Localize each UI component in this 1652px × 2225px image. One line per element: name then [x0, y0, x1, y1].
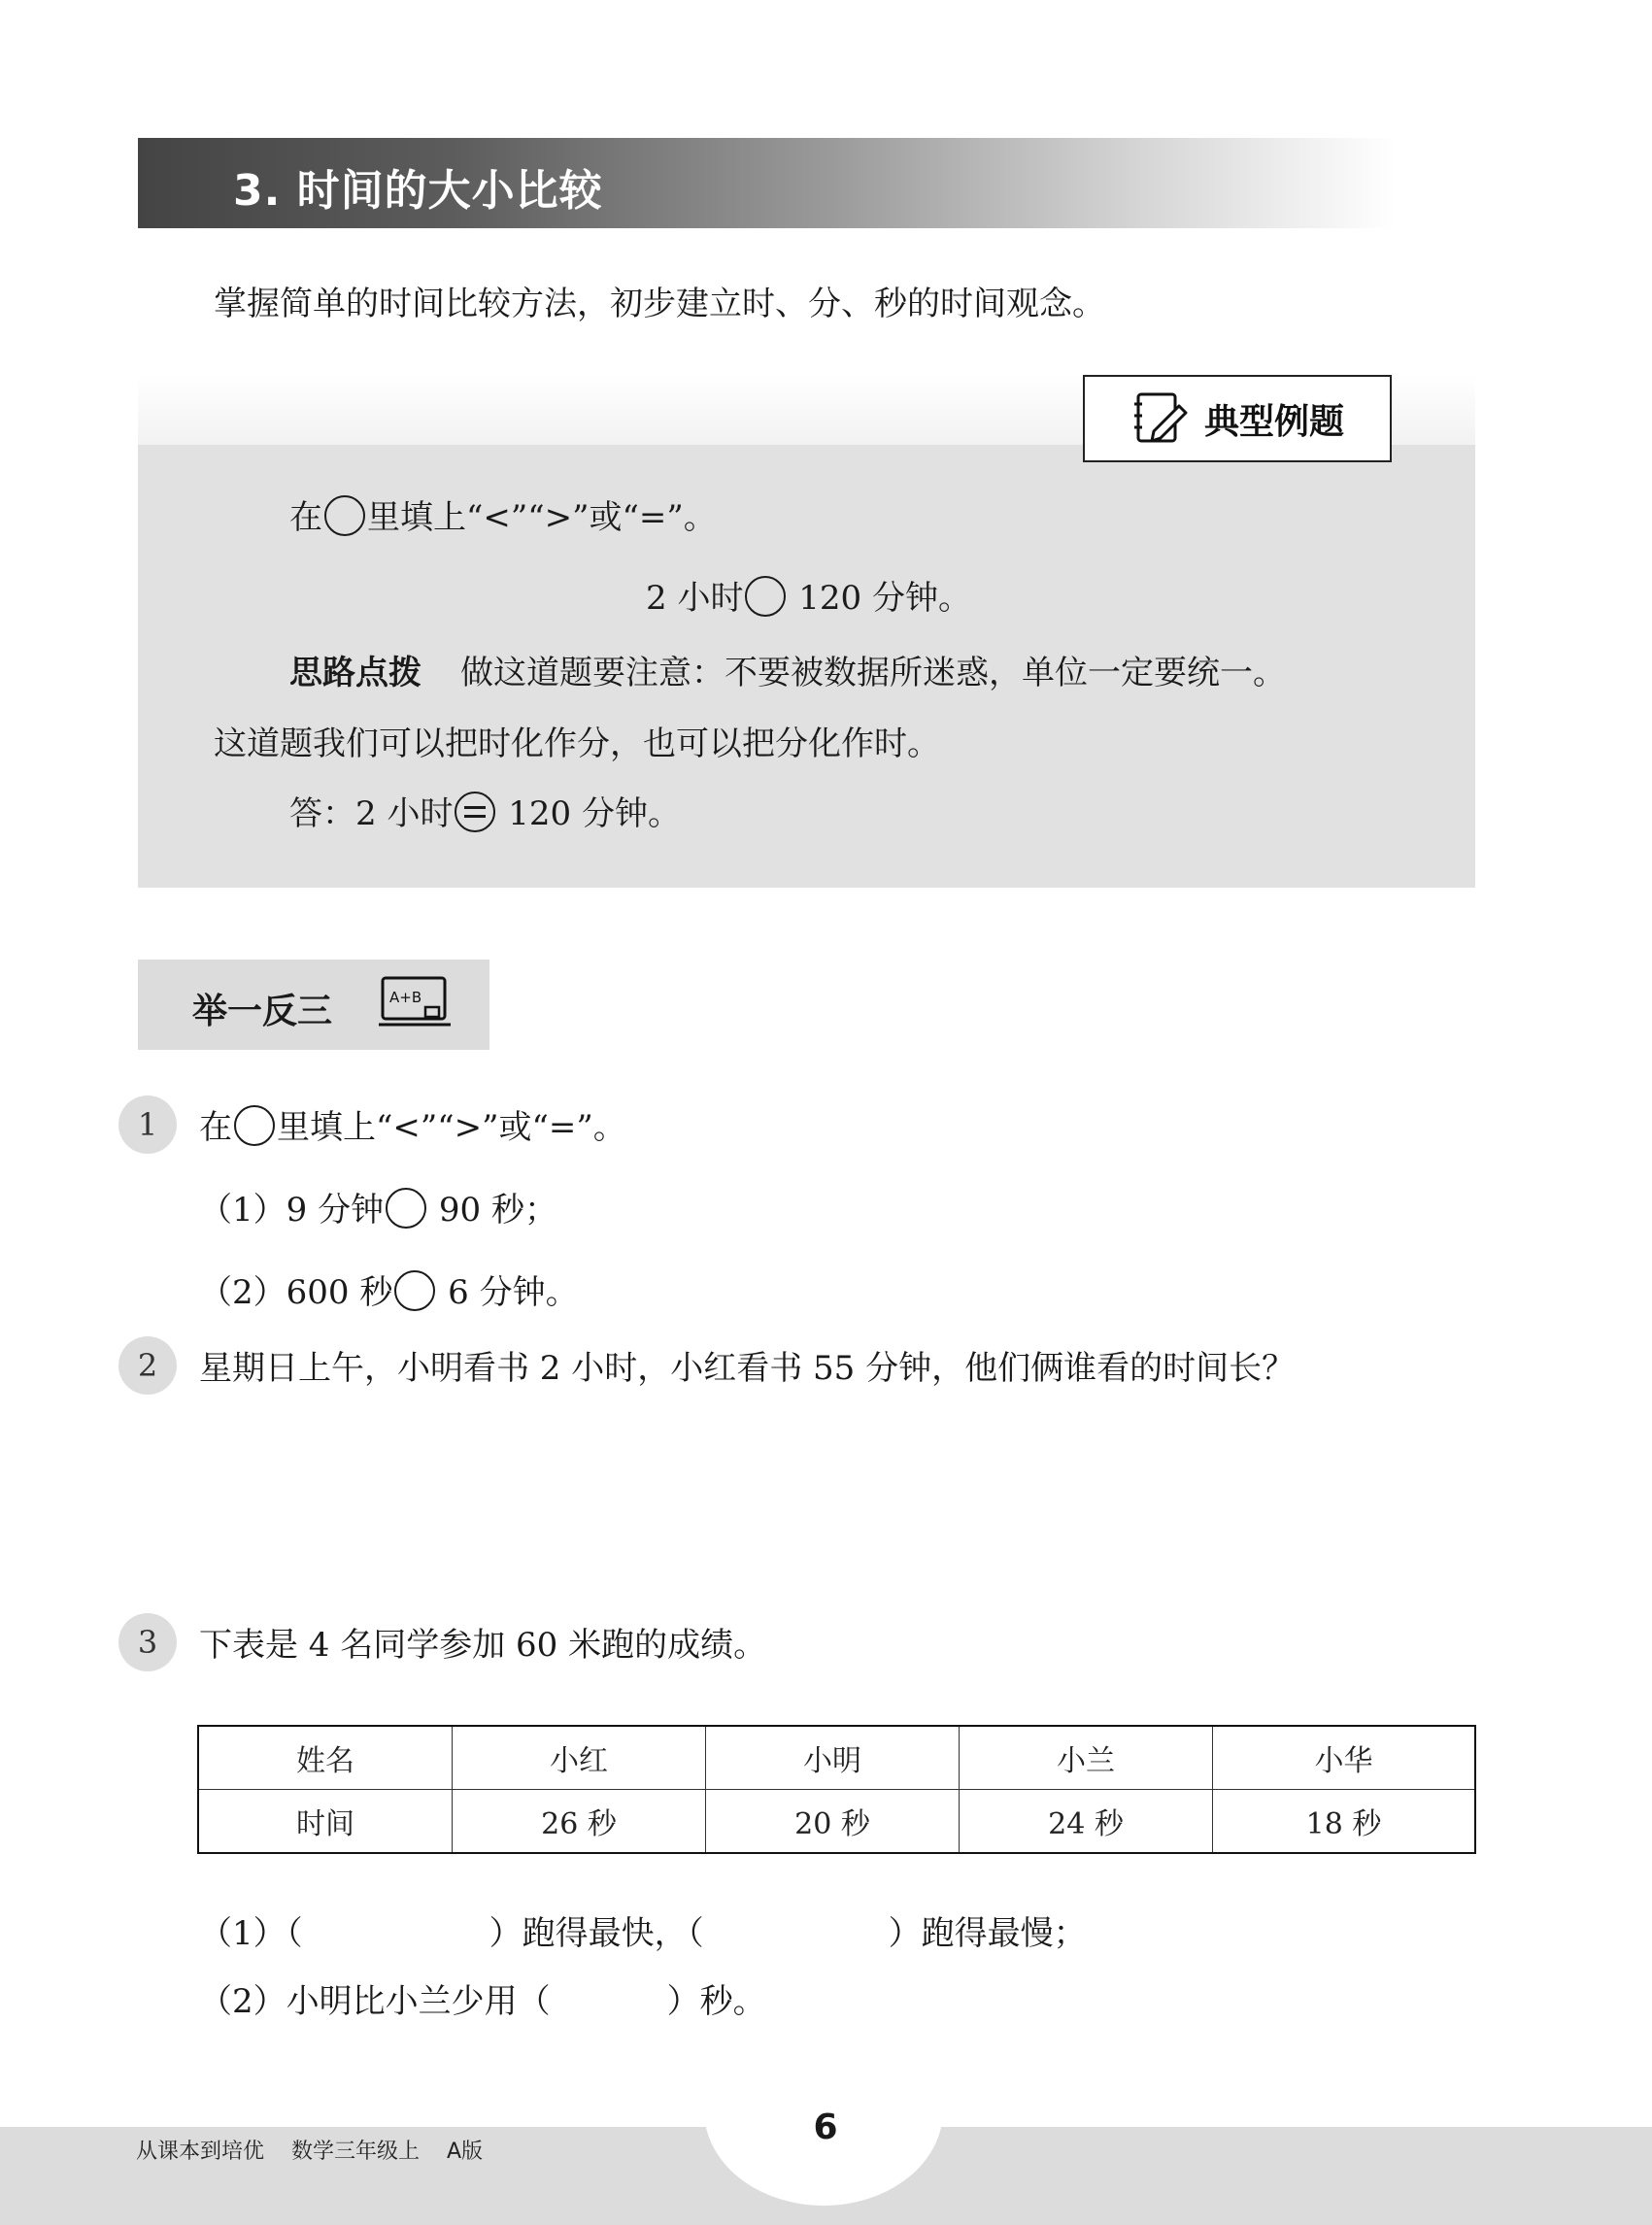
table-cell: 小明 — [706, 1726, 960, 1790]
question-1a: （1）9 分钟 90 秒； — [199, 1183, 557, 1230]
question-number-3: 3 — [118, 1613, 177, 1671]
footer-book-title: 从课本到培优 数学三年级上 A版 — [136, 2140, 483, 2164]
question-number-1: 1 — [118, 1096, 177, 1154]
equals-circle-icon — [455, 792, 495, 832]
table-cell: 24 秒 — [960, 1790, 1213, 1854]
answer-circle-blank[interactable] — [234, 1105, 275, 1146]
svg-text:A+B: A+B — [389, 989, 422, 1006]
answer-circle-blank — [745, 576, 786, 617]
example-badge-label: 典型例题 — [1203, 401, 1344, 442]
example-hint: 思路点拨 做这道题要注意：不要被数据所迷惑，单位一定要统一。 — [289, 654, 1286, 692]
example-problem: 2 小时 120 分钟。 — [646, 571, 971, 619]
example-badge — [1083, 375, 1392, 462]
scores-table — [197, 1725, 1476, 1854]
answer-circle-blank[interactable] — [394, 1270, 435, 1311]
question-2-text: 星期日上午，小明看书 2 小时，小红看书 55 分钟，他们俩谁看的时间长？ — [199, 1349, 1296, 1388]
table-cell: 20 秒 — [706, 1790, 960, 1854]
table-cell: 小华 — [1213, 1726, 1476, 1790]
example-answer: 答：2 小时 120 分钟。 — [289, 787, 681, 834]
practice-label: 举一反三 — [192, 992, 333, 1031]
question-1b: （2）600 秒 6 分钟。 — [199, 1265, 579, 1313]
hint-label: 思路点拨 — [289, 654, 421, 692]
example-prompt: 在 里填上“<”“>”或“=”。 — [289, 490, 717, 538]
question-3-sub-1: （1）（ ）跑得最快，（ ）跑得最慢； — [199, 1914, 1087, 1953]
question-3-sub-2: （2）小明比小兰少用（ ）秒。 — [199, 1982, 766, 2021]
page-number: 6 — [813, 2107, 838, 2147]
answer-circle-blank[interactable] — [386, 1188, 426, 1229]
learning-objective: 掌握简单的时间比较方法，初步建立时、分、秒的时间观念。 — [214, 285, 1105, 323]
table-cell: 26 秒 — [453, 1790, 706, 1854]
table-cell: 18 秒 — [1213, 1790, 1476, 1854]
table-cell: 姓名 — [198, 1726, 453, 1790]
table-row — [198, 1726, 1475, 1790]
pencil-note-icon — [1130, 388, 1191, 449]
answer-circle-blank — [324, 495, 365, 536]
question-number-2: 2 — [118, 1336, 177, 1395]
table-row — [198, 1790, 1475, 1854]
section-title: 3. 时间的大小比较 — [233, 166, 603, 216]
example-hint-continued: 这道题我们可以把时化作分，也可以把分化作时。 — [214, 725, 940, 763]
table-cell: 时间 — [198, 1790, 453, 1854]
question-1-prompt: 在 里填上“<”“>”或“=”。 — [199, 1100, 626, 1148]
blackboard-icon — [379, 974, 451, 1030]
table-cell: 小红 — [453, 1726, 706, 1790]
question-3-text: 下表是 4 名同学参加 60 米跑的成绩。 — [199, 1626, 767, 1665]
table-cell: 小兰 — [960, 1726, 1213, 1790]
